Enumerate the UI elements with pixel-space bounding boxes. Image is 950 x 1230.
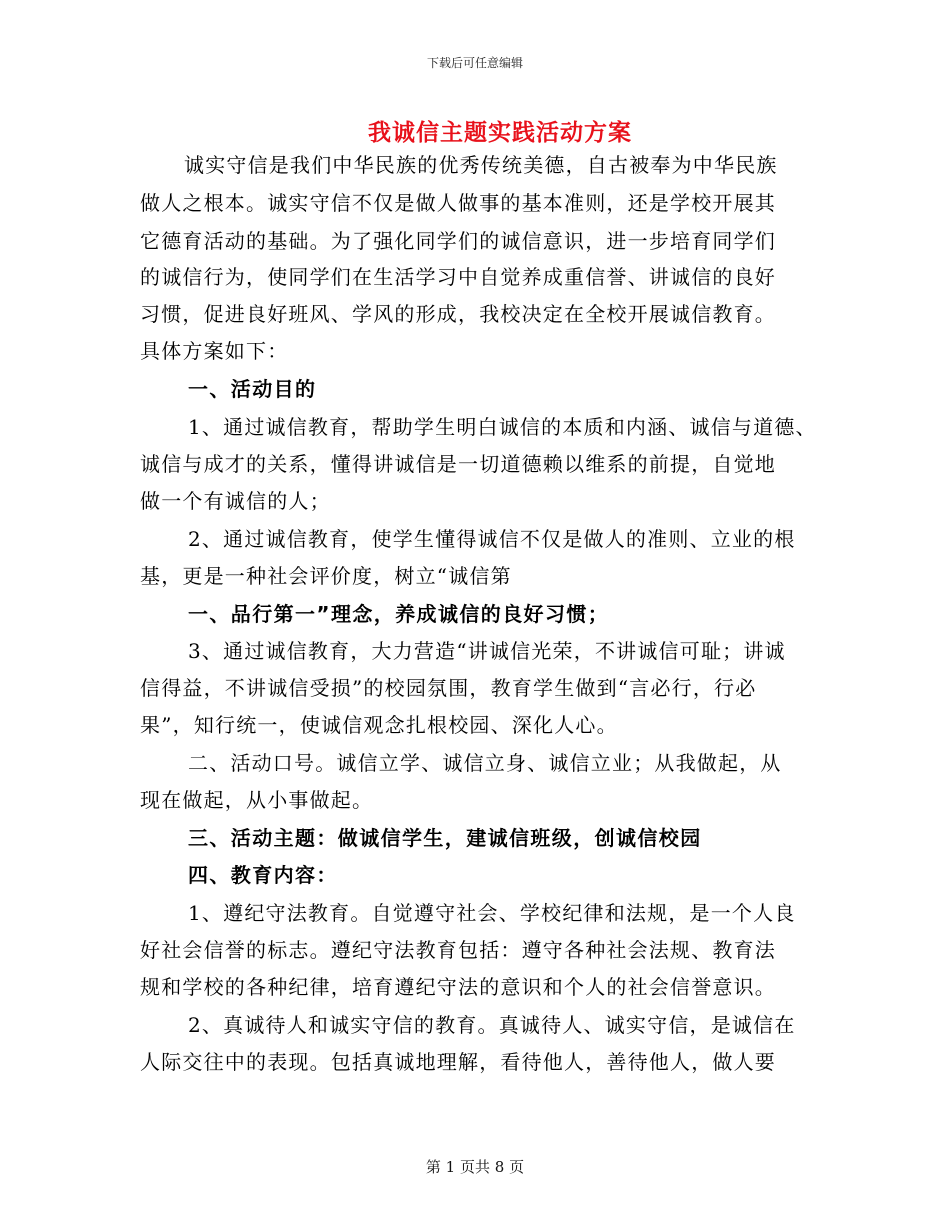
paragraph-line: 果”，知行统一，使诚信观念扎根校园、深化人心。 (140, 713, 618, 737)
paragraph-line: 2、真诚待人和诚实守信的教育。真诚待人、诚实守信，是诚信在 (188, 1013, 796, 1037)
paragraph-line: 基，更是一种社会评价度，树立“诚信第 (140, 564, 512, 588)
paragraph-line: 的诚信行为，使同学们在生活学习中自觉养成重信誉、讲诚信的良好 (140, 265, 776, 289)
page-number: 第 1 页共 8 页 (425, 1158, 525, 1176)
paragraph-line: 好社会信誉的标志。遵纪守法教育包括：遵守各种社会法规、教育法 (140, 938, 776, 962)
document-title: 我诚信主题实践活动方案 (368, 120, 632, 146)
paragraph-line: 诚实守信是我们中华民族的优秀传统美德，自古被奉为中华民族 (184, 153, 778, 177)
paragraph-line: 习惯，促进良好班风、学风的形成，我校决定在全校开展诚信教育。 (140, 302, 776, 326)
paragraph-line: 它德育活动的基础。为了强化同学们的诚信意识，进一步培育同学们 (140, 229, 776, 253)
paragraph-line: 1、遵纪守法教育。自觉遵守社会、学校纪律和法规，是一个人良 (188, 901, 796, 925)
section-heading: 一、活动目的 (188, 377, 317, 401)
paragraph-line: 规和学校的各种纪律，培育遵纪守法的意识和个人的社会信誉意识。 (140, 975, 776, 999)
section-heading: 一、品行第一”理念，养成诚信的良好习惯； (188, 602, 610, 626)
paragraph-line: 二、活动口号。诚信立学、诚信立身、诚信立业；从我做起，从 (188, 751, 782, 775)
paragraph-line: 3、通过诚信教育，大力营造“讲诚信光荣，不讲诚信可耻；讲诚 (188, 639, 786, 663)
paragraph-line: 具体方案如下： (140, 339, 289, 363)
paragraph-line: 2、通过诚信教育，使学生懂得诚信不仅是做人的准则、立业的根 (188, 527, 796, 551)
section-heading: 三、活动主题：做诚信学生，建诚信班级，创诚信校园 (188, 826, 702, 850)
paragraph-line: 做一个有诚信的人； (140, 489, 331, 513)
paragraph-line: 做人之根本。诚实守信不仅是做人做事的基本准则，还是学校开展其 (140, 191, 776, 215)
header-note: 下载后可任意编辑 (426, 56, 523, 70)
paragraph-line: 人际交往中的表现。包括真诚地理解，看待他人，善待他人，做人要 (140, 1050, 776, 1074)
section-heading: 四、教育内容： (188, 863, 338, 887)
paragraph-line: 信得益，不讲诚信受损”的校园氛围，教育学生做到“言必行，行必 (140, 676, 757, 700)
paragraph-line: 诚信与成才的关系，懂得讲诚信是一切道德赖以维系的前提，自觉地 (140, 452, 776, 476)
paragraph-line: 现在做起，从小事做起。 (140, 788, 374, 812)
paragraph-line: 1、通过诚信教育，帮助学生明白诚信的本质和内涵、诚信与道德、 (188, 415, 817, 439)
